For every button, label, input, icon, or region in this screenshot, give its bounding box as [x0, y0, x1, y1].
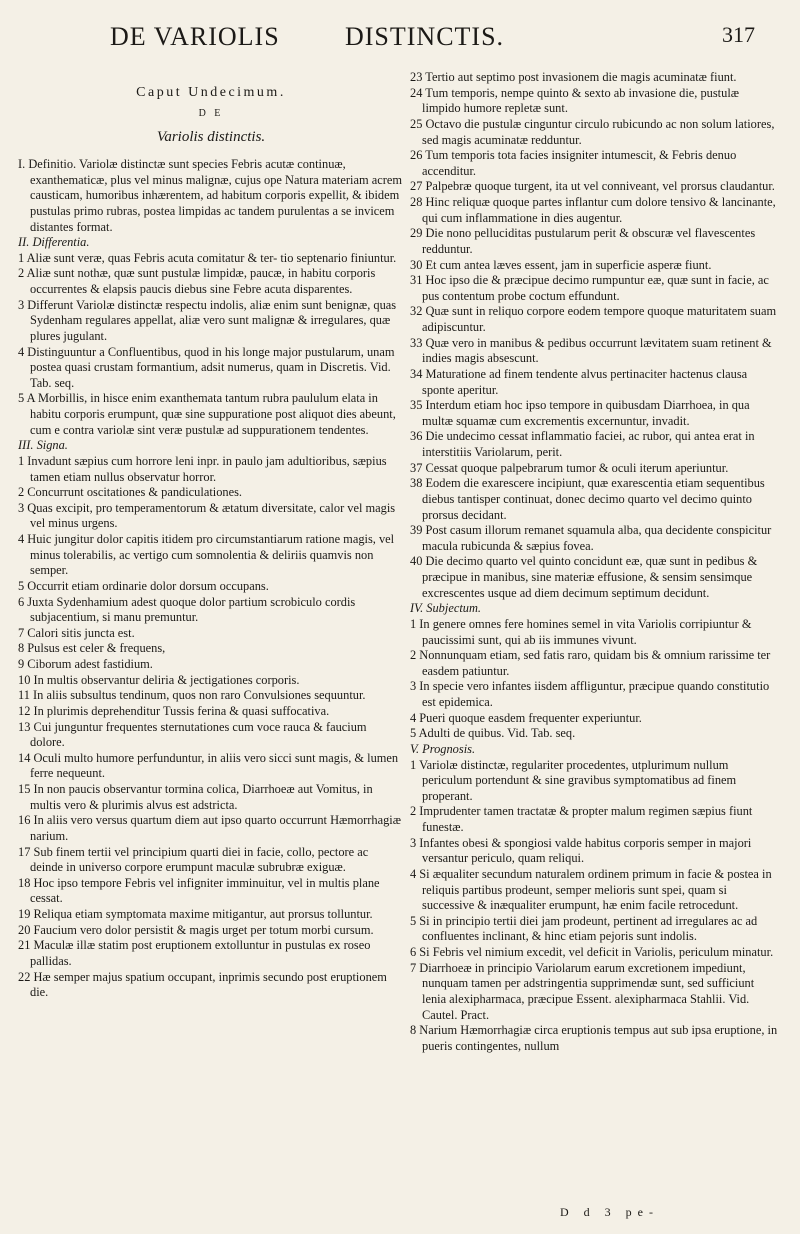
- paragraph: 15 In non paucis observantur tormina colica, Diarrhoeæ aut Vomitus, in multis vero & plurimis alvus est adstricta.: [18, 782, 373, 812]
- paragraph: 5 A Morbillis, in hisce enim exanthemata tantum rubra paululum elata in habitu corporis erumpunt, quæ sine suppuratione post aliquot dies abeunt, cum e contra variolæ sint veræ pustulæ ad suppurationem tendentes.: [18, 391, 396, 437]
- paragraph: 4 Si æqualiter secundum naturalem ordinem primum in facie & postea in reliquis partibus prodeunt, semper melioris sunt spei, quam si successive & inæqualiter erumpunt, hæ enim facile retrocedunt.: [410, 866, 772, 913]
- paragraph: 3 Quas excipit, pro temperamentorum & ætatum diversitate, calor vel magis vel minus urgens.: [18, 500, 396, 531]
- paragraph: 2 Aliæ sunt nothæ, quæ sunt pustulæ limpidæ, paucæ, in habitu corporis occurrentes & elapsis paucis diebus sine Febre acuta disparentes.: [18, 266, 376, 297]
- section-heading: III. Signa.: [18, 438, 68, 453]
- paragraph: 8 Pulsus est celer & frequens,: [18, 641, 166, 656]
- paragraph: 40 Die decimo quarto vel quinto concidunt eæ, quæ sunt in pedibus & præcipue in manibus, sine materiæ effusione, & sensim sensimque excrescentes usque ad diem decimum septimum decidunt.: [410, 554, 758, 600]
- paragraph: 36 Die undecimo cessat inflammatio faciei, ac rubor, qui antea erat in interstitiis Variolarum, perit.: [410, 429, 755, 459]
- paragraph: 28 Hinc reliquæ quoque partes inflantur cum dolore tensivo & lancinante, qui cum inflammatione in dies augentur.: [410, 195, 776, 225]
- paragraph: 6 Si Febris vel nimium excedit, vel deficit in Variolis, periculum minatur.: [410, 945, 774, 959]
- paragraph: 11 In aliis subsultus tendinum, quos non raro Convulsiones sequuntur.: [18, 688, 366, 703]
- paragraph: I. Definitio. Variolæ distinctæ sunt species Febris acutæ continuæ, exanthematicæ, plus vel minus malignæ, cujus ope Natura materiam acrem causticam, humoribus inhærentem, ad habitum corporis expellit, & ibidem pustulas primo rubras, postea limpidas ac tandem purulentas a se invicem distantes format.: [18, 157, 402, 234]
- paragraph: 1 Invadunt sæpius cum horrore leni inpr. in paulo jam adultioribus, sæpius tamen etiam nullus observatur horror.: [18, 453, 387, 484]
- paragraph: 27 Palpebræ quoque turgent, ita ut vel conniveant, vel prorsus claudantur.: [410, 179, 775, 194]
- section-heading: II. Differentia.: [18, 235, 90, 250]
- paragraph: 3 Infantes obesi & spongiosi valde habitus corporis semper in majori versantur periculo, quam reliqui.: [410, 835, 752, 866]
- chapter-heading: Caput Undecimum.: [136, 85, 286, 100]
- paragraph: 29 Die nono pelluciditas pustularum perit & obscuræ vel flavescentes redduntur.: [410, 226, 756, 256]
- paragraph: 9 Ciborum adest fastidium.: [18, 657, 153, 672]
- paragraph: 5 Occurrit etiam ordinarie dolor dorsum occupans.: [18, 578, 269, 593]
- paragraph: 4 Distinguuntur a Confluentibus, quod in his longe major pustularum, unam postea quasi crustam formantium, adsit numerus, quam in Discretis. Vid. Tab. seq.: [18, 344, 395, 390]
- right-body: [410, 70, 780, 1054]
- paragraph: 18 Hoc ipso tempore Febris vel infigniter imminuitur, vel in multis plane cessat.: [18, 875, 380, 906]
- section-heading: V. Prognosis.: [410, 741, 476, 756]
- running-header: [0, 18, 800, 68]
- section-title: Variolis distinctis.: [156, 129, 266, 146]
- paragraph: 2 Concurrunt oscitationes & pandiculationes.: [18, 485, 243, 500]
- paragraph: 14 Oculi multo humore perfunduntur, in aliis vero sicci sunt magis, & lumen ferre nequeunt.: [18, 750, 399, 781]
- paragraph: 35 Interdum etiam hoc ipso tempore in quibusdam Diarrhoea, in qua multæ squamæ cum excrementis excernuntur, invadit.: [410, 398, 750, 428]
- paragraph: 30 Et cum antea læves essent, jam in superficie asperæ fiunt.: [410, 257, 712, 272]
- paragraph: 25 Octavo die pustulæ cinguntur circulo rubicundo ac non solum latiores, sed magis acuminatæ redduntur.: [410, 116, 775, 147]
- paragraph: 2 Nonnunquam etiam, sed fatis raro, quidam bis & omnium rarissime ter easdem patiuntur.: [410, 648, 771, 678]
- paragraph: 10 In multis observantur deliria & jectigationes corporis.: [18, 672, 300, 687]
- paragraph: 34 Maturatione ad finem tendente alvus pertinaciter hactenus clausa sponte aperitur.: [410, 366, 748, 397]
- paragraph: 12 In plurimis deprehenditur Tussis ferina & quasi suffocativa.: [18, 703, 330, 718]
- paragraph: 1 In genere omnes fere homines semel in vita Variolis corripiuntur & paucissimi sunt, qui ab iis immunes vivunt.: [410, 616, 752, 647]
- paragraph: 32 Quæ sunt in reliquo corpore eodem tempore quoque maturitatem suam adipiscuntur.: [410, 304, 777, 334]
- paragraph: 26 Tum temporis tota facies insigniter intumescit, & Febris denuo accenditur.: [410, 148, 737, 178]
- paragraph: 19 Reliqua etiam symptomata maxime mitigantur, aut prorsus tolluntur.: [18, 907, 373, 922]
- paragraph: 7 Calori sitis juncta est.: [18, 625, 135, 640]
- paragraph: 23 Tertio aut septimo post invasionem die magis acuminatæ fiunt.: [410, 70, 737, 84]
- paragraph: 7 Diarrhoeæ in principio Variolarum earum excretionem impediunt, nunquam tamen per adstringentia supprimendæ sunt, sed sufficiunt lenia alexipharmaca, præcipue Essent. alexipharmaca Stahlii. Vid. Cautel. Pract.: [410, 960, 755, 1022]
- paragraph: 5 Si in principio tertii diei jam prodeunt, pertinent ad irregulares ac ad confluentes inclinant, & hinc etiam pejoris sunt indolis.: [410, 913, 758, 944]
- right-column: [410, 70, 780, 1054]
- paragraph: 39 Post casum illorum remanet squamula alba, qua decidente conspicitur macula rubicunda & sæpius fovea.: [410, 523, 772, 553]
- left-column: [18, 70, 404, 1001]
- paragraph: 16 In aliis vero versus quartum diem aut ipso quarto occurrunt Hæmorrhagiæ narium.: [18, 813, 401, 843]
- paragraph: 20 Faucium vero dolor persistit & magis urget per totum morbi cursum.: [18, 922, 374, 937]
- paragraph: 13 Cui junguntur frequentes sternutationes cum voce rauca & faucium dolore.: [18, 719, 367, 750]
- paragraph: 3 Differunt Variolæ distinctæ respectu indolis, aliæ enim sunt benignæ, quas Sydenham regulares appellat, aliæ vero sunt malignæ & irregulares, quæ plures jugulant.: [18, 297, 397, 343]
- header-right: DISTINCTIS.: [345, 22, 505, 51]
- paragraph: 21 Maculæ illæ statim post eruptionem extolluntur in pustulas ex roseo pallidas.: [18, 938, 371, 968]
- paragraph: 24 Tum temporis, nempe quinto & sexto ab invasione die, pustulæ limpido humore repletæ sunt.: [410, 85, 740, 116]
- paragraph: 3 In specie vero infantes iisdem affliguntur, præcipue quando constitutio est epidemica.: [410, 679, 770, 709]
- signature-mark: D d 3 pe-: [560, 1205, 659, 1219]
- header-left: DE VARIOLIS: [110, 22, 280, 51]
- chapter-de: D E: [198, 107, 224, 119]
- page-number: 317: [722, 22, 755, 47]
- section-heading: IV. Subjectum.: [410, 601, 482, 616]
- paragraph: 1 Aliæ sunt veræ, quas Febris acuta comitatur & ter- tio septenario finiuntur.: [18, 250, 397, 265]
- paragraph: 17 Sub finem tertii vel principium quarti diei in facie, collo, pectore ac deinde in universo corpore erumpunt maculæ subrubræ exiguæ.: [18, 844, 369, 875]
- paragraph: 4 Huic jungitur dolor capitis itidem pro circumstantiarum ratione magis, vel minus tolerabilis, ac vertigo cum somnolentia & deliriis quamvis non semper.: [18, 532, 395, 578]
- paragraph: 31 Hoc ipso die & præcipue decimo rumpuntur eæ, quæ sunt in facie, ac pus contentum probe coctum effundunt.: [410, 273, 769, 303]
- paragraph: 8 Narium Hæmorrhagiæ circa eruptionis tempus aut sub ipsa eruptione, in pueris contingentes, nullum: [410, 1023, 778, 1053]
- paragraph: 38 Eodem die exarescere incipiunt, quæ exarescentia etiam sequentibus diebus tantisper continuat, donec decimo quarto vel decimo quinto prorsus decidant.: [410, 476, 765, 522]
- paragraph: 22 Hæ semper majus spatium occupant, inprimis secundo post eruptionem die.: [18, 969, 387, 1000]
- paragraph: 5 Adulti de quibus. Vid. Tab. seq.: [410, 726, 576, 741]
- paragraph: 1 Variolæ distinctæ, regulariter procedentes, utplurimum nullum periculum portendunt & sine gravibus symptomatibus ad finem properant.: [410, 757, 737, 803]
- paragraph: 37 Cessat quoque palpebrarum tumor & oculi iterum aperiuntur.: [410, 460, 729, 475]
- paragraph: 2 Imprudenter tamen tractatæ & propter malum regimen sæpius fiunt funestæ.: [410, 804, 753, 834]
- paragraph: 4 Pueri quoque easdem frequenter experiuntur.: [410, 710, 642, 725]
- paragraph: 33 Quæ vero in manibus & pedibus occurrunt lævitatem suam retinent & indies magis absescunt.: [410, 335, 772, 366]
- paragraph: 6 Juxta Sydenhamium adest quoque dolor partium scrobiculo cordis subjacentium, si manu premuntur.: [18, 594, 356, 625]
- left-body: [18, 157, 404, 1001]
